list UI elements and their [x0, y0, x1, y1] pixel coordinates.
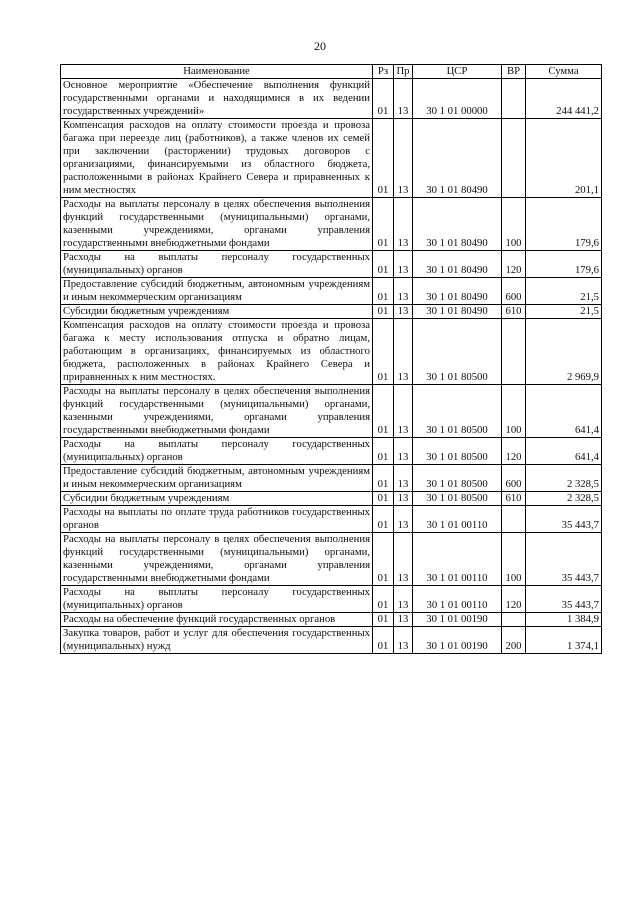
- cell-vr: 100: [502, 198, 526, 251]
- cell-name: Компенсация расходов на оплату стоимости проезда и провоза багажа к месту использования отпуска и обратно лицам, работающим в организациях, финансируемых из областного бюджета, расположенных в районах Крайнего Севера и приравненных к ним местностях.: [61, 319, 373, 385]
- cell-csr: 30 1 01 00190: [413, 627, 502, 654]
- cell-csr: 30 1 01 00000: [413, 79, 502, 119]
- cell-sum: 179,6: [526, 198, 602, 251]
- header-pr: Пр: [394, 65, 413, 79]
- cell-pr: 13: [394, 319, 413, 385]
- cell-name: Расходы на выплаты персоналу в целях обеспечения выполнения функций государственными (муниципальными) органами, казенными учреждениями, органами управления государственными внебюджетными фондами: [61, 533, 373, 586]
- cell-rz: 01: [373, 613, 394, 627]
- table-row: [61, 586, 602, 613]
- cell-pr: 13: [394, 79, 413, 119]
- cell-name: Субсидии бюджетным учреждениям: [61, 305, 373, 319]
- cell-pr: 13: [394, 305, 413, 319]
- cell-vr: 600: [502, 465, 526, 492]
- table-row: [61, 627, 602, 654]
- header-name: Наименование: [61, 65, 373, 79]
- cell-rz: 01: [373, 492, 394, 506]
- cell-pr: 13: [394, 613, 413, 627]
- table-header-row: [61, 65, 602, 79]
- cell-sum: 2 328,5: [526, 492, 602, 506]
- cell-rz: 01: [373, 586, 394, 613]
- cell-vr: 100: [502, 385, 526, 438]
- cell-rz: 01: [373, 385, 394, 438]
- table-row: [61, 119, 602, 198]
- cell-name: Компенсация расходов на оплату стоимости проезда и провоза багажа при переезде лиц (работников), а также членов их семей при заключении (расторжении) трудовых договоров с организациями, финансируемыми из областного бюджета, расположенными в районах Крайнего Севера и приравненных к ним местностях: [61, 119, 373, 198]
- table-row: [61, 278, 602, 305]
- cell-csr: 30 1 01 80500: [413, 465, 502, 492]
- cell-vr: 120: [502, 438, 526, 465]
- cell-sum: 35 443,7: [526, 586, 602, 613]
- cell-pr: 13: [394, 278, 413, 305]
- cell-csr: 30 1 01 80500: [413, 438, 502, 465]
- table-row: [61, 465, 602, 492]
- cell-name: Основное мероприятие «Обеспечение выполнения функций государственными органами и находящимися в их ведении государственных учреждений»: [61, 79, 373, 119]
- cell-name: Расходы на выплаты персоналу государственных (муниципальных) органов: [61, 586, 373, 613]
- cell-name: Расходы на выплаты персоналу в целях обеспечения выполнения функций государственными (муниципальными) органами, казенными учреждениями, органами управления государственными внебюджетными фондами: [61, 198, 373, 251]
- cell-sum: 21,5: [526, 305, 602, 319]
- cell-pr: 13: [394, 506, 413, 533]
- cell-sum: 1 384,9: [526, 613, 602, 627]
- cell-csr: 30 1 01 80490: [413, 305, 502, 319]
- cell-sum: 1 374,1: [526, 627, 602, 654]
- cell-pr: 13: [394, 533, 413, 586]
- cell-pr: 13: [394, 465, 413, 492]
- cell-rz: 01: [373, 278, 394, 305]
- cell-csr: 30 1 01 80500: [413, 492, 502, 506]
- cell-name: Субсидии бюджетным учреждениям: [61, 492, 373, 506]
- table-row: [61, 79, 602, 119]
- cell-rz: 01: [373, 305, 394, 319]
- cell-sum: 179,6: [526, 251, 602, 278]
- cell-pr: 13: [394, 627, 413, 654]
- table-row: [61, 613, 602, 627]
- header-sum: Сумма: [526, 65, 602, 79]
- cell-vr: [502, 319, 526, 385]
- page-number: 20: [314, 39, 326, 53]
- cell-vr: [502, 506, 526, 533]
- cell-name: Расходы на выплаты персоналу государственных (муниципальных) органов: [61, 438, 373, 465]
- cell-sum: 641,4: [526, 385, 602, 438]
- cell-rz: 01: [373, 465, 394, 492]
- cell-rz: 01: [373, 251, 394, 278]
- cell-csr: 30 1 01 00190: [413, 613, 502, 627]
- cell-sum: 641,4: [526, 438, 602, 465]
- header-csr: ЦСР: [413, 65, 502, 79]
- cell-csr: 30 1 01 80500: [413, 385, 502, 438]
- cell-name: Предоставление субсидий бюджетным, автономным учреждениям и иным некоммерческим организациям: [61, 278, 373, 305]
- table-row: [61, 506, 602, 533]
- table-row: [61, 198, 602, 251]
- cell-sum: 35 443,7: [526, 506, 602, 533]
- cell-csr: 30 1 01 00110: [413, 533, 502, 586]
- cell-name: Закупка товаров, работ и услуг для обеспечения государственных (муниципальных) нужд: [61, 627, 373, 654]
- cell-sum: 2 328,5: [526, 465, 602, 492]
- cell-pr: 13: [394, 251, 413, 278]
- cell-pr: 13: [394, 198, 413, 251]
- cell-sum: 35 443,7: [526, 533, 602, 586]
- cell-csr: 30 1 01 00110: [413, 586, 502, 613]
- cell-vr: [502, 79, 526, 119]
- cell-pr: 13: [394, 119, 413, 198]
- cell-rz: 01: [373, 119, 394, 198]
- cell-vr: 610: [502, 492, 526, 506]
- table-row: [61, 251, 602, 278]
- table-row: [61, 492, 602, 506]
- cell-csr: 30 1 01 80490: [413, 251, 502, 278]
- cell-rz: 01: [373, 319, 394, 385]
- cell-vr: [502, 613, 526, 627]
- header-vr: ВР: [502, 65, 526, 79]
- cell-csr: 30 1 01 80500: [413, 319, 502, 385]
- cell-sum: 21,5: [526, 278, 602, 305]
- cell-vr: [502, 119, 526, 198]
- cell-pr: 13: [394, 586, 413, 613]
- cell-name: Расходы на выплаты персоналу в целях обеспечения выполнения функций государственными (муниципальными) органами, казенными учреждениями, органами управления государственными внебюджетными фондами: [61, 385, 373, 438]
- cell-csr: 30 1 01 80490: [413, 198, 502, 251]
- cell-pr: 13: [394, 492, 413, 506]
- cell-rz: 01: [373, 627, 394, 654]
- budget-table: [60, 64, 602, 654]
- cell-rz: 01: [373, 438, 394, 465]
- cell-rz: 01: [373, 533, 394, 586]
- cell-csr: 30 1 01 80490: [413, 278, 502, 305]
- cell-sum: 244 441,2: [526, 79, 602, 119]
- cell-vr: 200: [502, 627, 526, 654]
- cell-pr: 13: [394, 438, 413, 465]
- cell-vr: 610: [502, 305, 526, 319]
- cell-csr: 30 1 01 00110: [413, 506, 502, 533]
- header-rz: Рз: [373, 65, 394, 79]
- table-row: [61, 438, 602, 465]
- cell-rz: 01: [373, 506, 394, 533]
- cell-name: Расходы на выплаты персоналу государственных (муниципальных) органов: [61, 251, 373, 278]
- cell-name: Расходы на выплаты по оплате труда работников государственных органов: [61, 506, 373, 533]
- table-row: [61, 305, 602, 319]
- cell-rz: 01: [373, 198, 394, 251]
- cell-sum: 201,1: [526, 119, 602, 198]
- cell-name: Предоставление субсидий бюджетным, автономным учреждениям и иным некоммерческим организациям: [61, 465, 373, 492]
- cell-name: Расходы на обеспечение функций государственных органов: [61, 613, 373, 627]
- cell-rz: 01: [373, 79, 394, 119]
- cell-vr: 100: [502, 533, 526, 586]
- cell-sum: 2 969,9: [526, 319, 602, 385]
- table-row: [61, 533, 602, 586]
- cell-vr: 600: [502, 278, 526, 305]
- cell-vr: 120: [502, 251, 526, 278]
- cell-csr: 30 1 01 80490: [413, 119, 502, 198]
- cell-vr: 120: [502, 586, 526, 613]
- table-row: [61, 319, 602, 385]
- cell-pr: 13: [394, 385, 413, 438]
- table-row: [61, 385, 602, 438]
